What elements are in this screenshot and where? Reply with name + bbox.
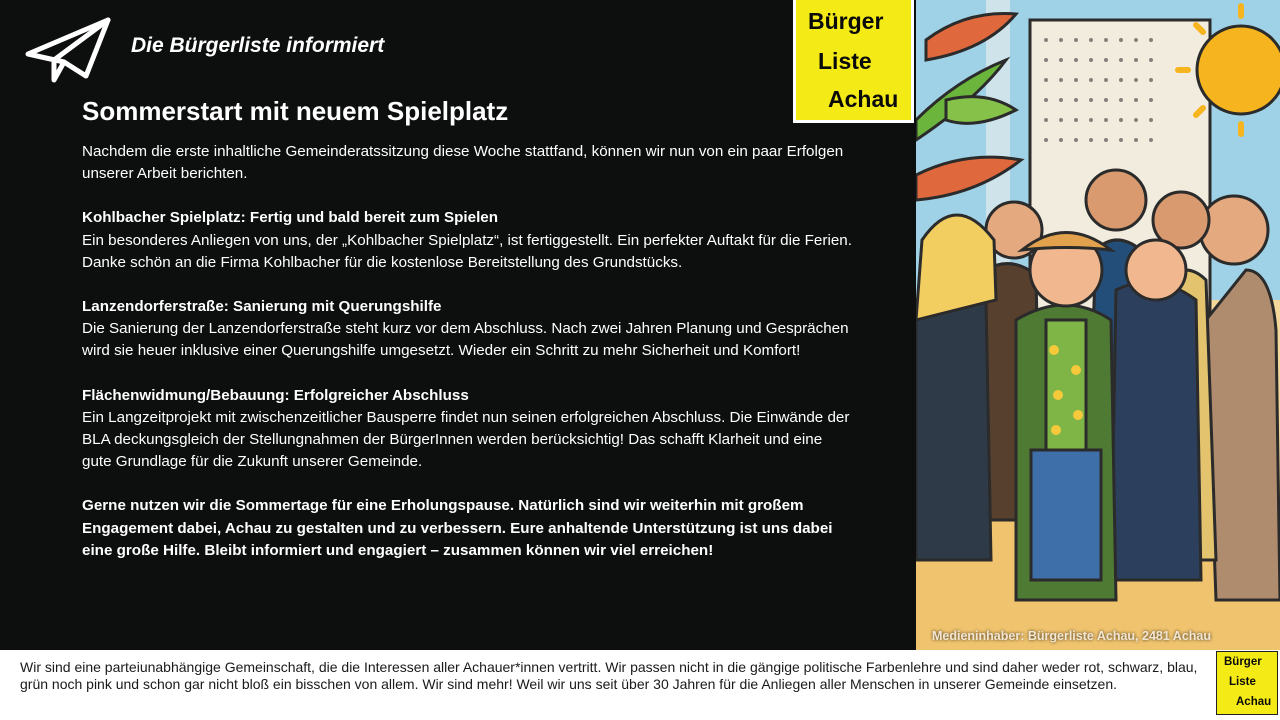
closing-paragraph: Gerne nutzen wir die Sommertage für eine Erholungspause. Natürlich sind wir weiterhin mit großem Engagement dabei, Achau zu gestalten und zu verbessern. Eure anhaltende Unterstützung ist uns dabei eine große Hilfe. Bleibt informiert und engagiert – zusammen können wir viel erreichen! [82,497,833,559]
media-owner-credit: Medieninhaber: Bürgerliste Achau, 2481 Achau [932,629,1212,643]
logo-line-2: Liste [818,48,872,74]
logo-small-line-2: Liste [1229,676,1256,688]
section-lanzendorferstrasse [82,296,852,363]
group-illustration [916,0,1280,650]
logo-small-line-3: Achau [1236,696,1272,708]
logo-line-3: Achau [828,86,899,112]
footer-text: Wir sind eine parteiunabhängige Gemeinschaft, die die Interessen aller Achauer*innen vertritt. Wir passen nicht in die gängige politische Farbenlehre und sind daher weder rot, schwarz, blau, grün noch pink und schon gar nicht bloß ein bisschen von allem. Wir sind mehr! Weil wir uns seit über 30 Jahren für die Anliegen aller Menschen in unserer Gemeinde einsetzen. [20,659,1198,692]
section-text: Ein besonderes Anliegen von uns, der „Kohlbacher Spielplatz“, ist fertiggestellt. Ein perfekter Auftakt für die Ferien. Danke schön an die Firma Kohlbacher für die kostenlose Bereitstellung des Grundstücks. [82,231,852,271]
logo-small [1216,651,1278,715]
section-text: Ein Langzeitprojekt mit zwischenzeitlicher Bausperre findet nun seinen erfolgreichen Abschluss. Die Einwände der BLA deckungsgleich der Stellungnahmen der BürgerInnen werden berücksichtig! Das schafft Klarheit und eine gute Grundlage für die Zukunft unserer Gemeinde. [82,408,850,471]
logo-small-line-1: Bürger [1224,656,1262,668]
illustration-drawing [916,0,1280,650]
logo-line-1: Bürger [808,8,884,34]
logo-buergerliste-achau [793,0,914,123]
article-body [82,141,852,562]
section-title: Kohlbacher Spielplatz: Fertig und bald bereit zum Spielen [82,209,499,227]
section-flaechenwidmung [82,385,852,474]
section-spielplatz [82,207,852,274]
section-text: Die Sanierung der Lanzendorferstraße steht kurz vor dem Abschluss. Nach zwei Jahren Planung und Gesprächen wird sie heuer inklusive einer Querungshilfe umgesetzt. Wieder ein Schritt zu mehr Sicherheit und Komfort! [82,320,849,360]
section-title: Flächenwidmung/Bebauung: Erfolgreicher Abschluss [82,386,469,404]
section-title: Lanzendorferstraße: Sanierung mit Querungshilfe [82,298,442,316]
footer [0,650,1280,720]
page-title: Sommerstart mit neuem Spielplatz [82,96,509,126]
paper-plane-icon [24,16,112,84]
kicker-title: Die Bürgerliste informiert [131,34,385,57]
intro-paragraph: Nachdem die erste inhaltliche Gemeinderatssitzung diese Woche stattfand, können wir nun von ein paar Erfolgen unserer Arbeit berichten. [82,143,844,183]
